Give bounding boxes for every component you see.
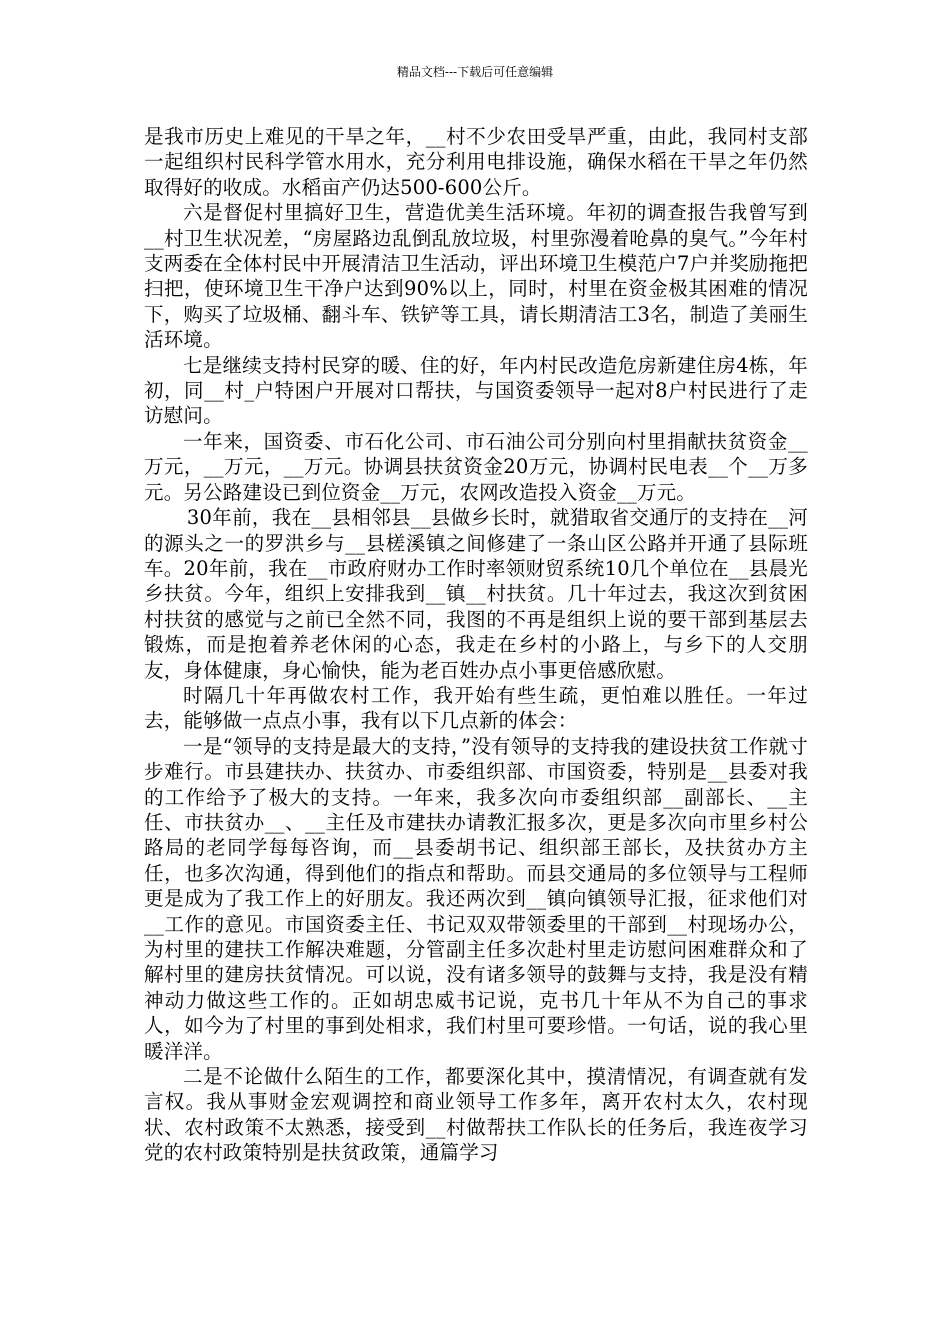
paragraph-7: 一是“领导的支持是最大的支持，”没有领导的支持我的建设扶贫工作就寸步难行。市县建扶办、扶贫办、市委组织部、市国资委，特别是__县委对我的工作给予了极大的支持。一年来，我多次向市委组织部__副部长、__主任、市扶贫办__、__主任及市建扶办请教汇报多次，更是多次向市里乡村公路局的老同学每每咨询，而__县委胡书记、组织部王部长，及扶贫办方主任，也多次沟通，得到他们的指点和帮助。而县交通局的多位领导与工程师更是成为了我工作上的好朋友。我还两次到__镇向镇领导汇报，征求他们对__工作的意见。市国资委主任、书记双双带领委里的干部到__村现场办公，为村里的建扶工作解决难题，分管副主任多次赴村里走访慰问困难群众和了解村里的建房扶贫情况。可以说，没有诸多领导的鼓舞与支持，我是没有精神动力做这些工作的。正如胡忠威书记说，克书几十年从不为自己的事求人，如今为了村里的事到处相求，我们村里可要珍惜。一句话，说的我心里暖洋洋。	[144, 734, 808, 1063]
paragraph-5: 30年前，我在__县相邻县__县做乡长时，就猎取省交通厅的支持在__河的源头之一的罗洪乡与__县槎溪镇之间修建了一条山区公路并开通了县际班车。20年前，我在__市政府财办工作时率领财贸系统10几个单位在__县晨光乡扶贫。今年，组织上安排我到__镇__村扶贫。几十年过去，我这次到贫困村扶贫的感觉与之前已全然不同，我图的不再是组织上说的要干部到基层去锻炼，而是抱着养老休闲的心态，我走在乡村的小路上，与乡下的人交朋友，身体健康，身心愉快，能为老百姓办点小事更倍感欣慰。	[144, 506, 808, 682]
paragraph-2: 六是督促村里搞好卫生，营造优美生活环境。年初的调查报告我曾写到__村卫生状况差，“房屋路边乱倒乱放垃圾，村里弥漫着呛鼻的臭气。”今年村支两委在全体村民中开展清洁卫生活动，评出环境卫生模范户7户并奖励拖把扫把，使环境卫生干净户达到90%以上，同时，村里在资金极其困难的情况下，购买了垃圾桶、翻斗车、铁铲等工具，请长期清洁工3名，制造了美丽生活环境。	[144, 201, 808, 352]
paragraph-4: 一年来，国资委、市石化公司、市石油公司分别向村里捐献扶贫资金__万元，__万元，__万元。协调县扶贫资金20万元，协调村民电表__个__万多元。另公路建设已到位资金__万元，农网改造投入资金__万元。	[144, 429, 808, 504]
paragraph-3: 七是继续支持村民穿的暖、住的好，年内村民改造危房新建住房4栋，年初，同__村_户特困户开展对口帮扶，与国资委领导一起对8户村民进行了走访慰问。	[144, 353, 808, 428]
paragraph-8: 二是不论做什么陌生的工作，都要深化其中，摸清情况，有调查就有发言权。我从事财金宏观调控和商业领导工作多年，离开农村太久，农村现状、农村政策不太熟悉，接受到__村做帮扶工作队长的任务后，我连夜学习党的农村政策特别是扶贫政策，通篇学习	[144, 1065, 808, 1165]
paragraph-6: 时隔几十年再做农村工作，我开始有些生疏，更怕难以胜任。一年过去，能够做一点点小事，我有以下几点新的体会：	[144, 683, 808, 733]
document-body	[144, 124, 808, 1166]
page-header: 精品文档---下载后可任意编辑	[396, 65, 554, 79]
paragraph-1: 是我市历史上难见的干旱之年，__村不少农田受旱严重，由此，我同村支部一起组织村民科学管水用水，充分利用电排设施，确保水稻在干旱之年仍然取得好的收成。水稻亩产仍达500-600公斤。	[144, 125, 808, 199]
